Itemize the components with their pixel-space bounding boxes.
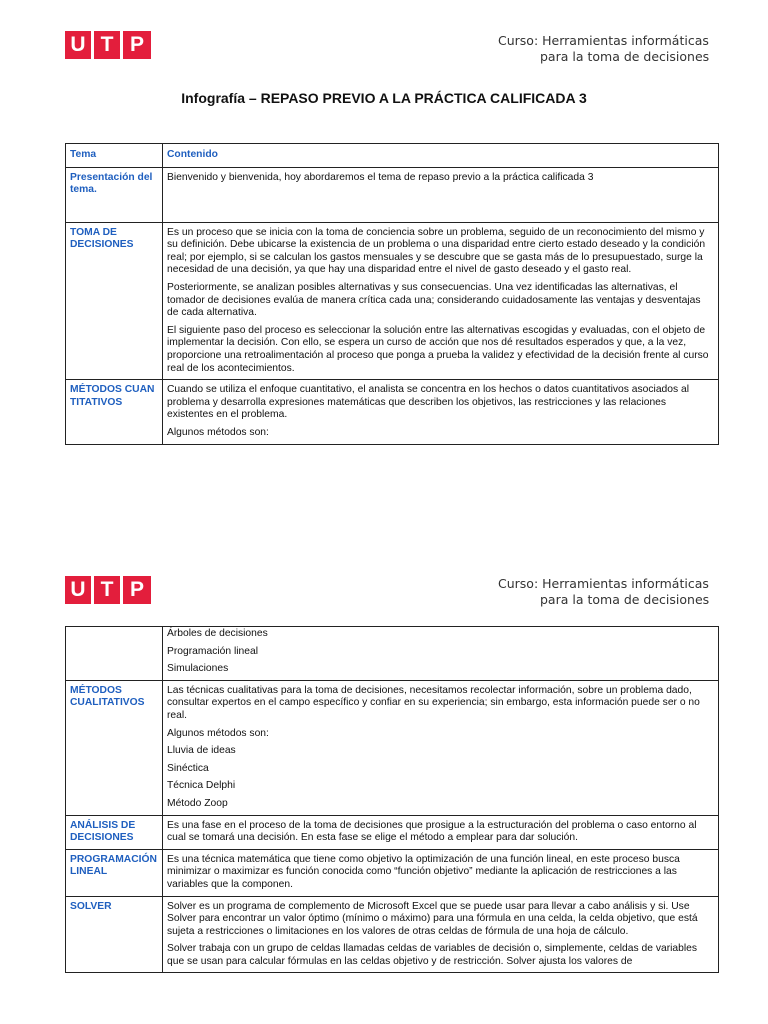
content-paragraph: Las técnicas cualitativas para la toma de decisiones, necesitamos recolectar información, sobre un problema dado, consultar expertos en el campo específico y confiar en su experiencia; sin embargo, esta información puede ser o no real. [167,684,700,721]
utp-logo [65,576,151,604]
row-topic [66,627,163,681]
logo-letter-u: U [65,31,91,59]
course-line-1: Curso: Herramientas informáticas [498,33,709,48]
content-paragraph: Algunos métodos son: [167,727,269,739]
document-page-2 [0,540,768,1024]
infographic-table [65,143,719,445]
method-item: Método Zoop [167,797,228,809]
course-line-2: para la toma de decisiones [540,592,710,607]
content-paragraph: El siguiente paso del proceso es seleccionar la solución entre las alternativas escogidas y evaluadas, con el objeto de implementar la decisión. Con ello, se espera un curso de acción que nos dé resultados esperados y que, a la vez, proporcione una retroalimentación al proceso que ponga a prueba la validez y efectividad de la decisión frente al curso real de los acontecimientos. [167,324,709,374]
row-content [163,222,719,380]
table-row [66,380,719,444]
row-content [163,849,719,896]
document-title: Infografía – REPASO PREVIO A LA PRÁCTICA CALIFICADA 3 [181,90,587,106]
row-topic: ANÁLISIS DE DECISIONES [66,815,163,849]
header-tema: Tema [66,144,163,168]
method-item: Lluvia de ideas [167,745,236,757]
method-item: Simulaciones [167,663,229,675]
course-name [498,576,738,608]
logo-letter-p: P [123,576,151,604]
row-topic: TOMA DE DECISIONES [66,222,163,380]
header-contenido: Contenido [163,144,719,168]
table-row [66,849,719,896]
course-name [498,33,738,65]
content-paragraph: Posteriormente, se analizan posibles alternativas y sus consecuencias. Una vez identificadas las alternativas, el tomador de decisiones evalúa de manera crítica cada una; considerando cuidadosamente las ventajas y desventajas de cada alternativa. [167,281,701,319]
table-header-row [66,144,719,168]
row-content [163,680,719,815]
content-paragraph: Bienvenido y bienvenida, hoy abordaremos el tema de repaso previo a la práctica calificada 3 [167,171,594,183]
logo-letter-u: U [65,576,91,604]
content-paragraph: Es una técnica matemática que tiene como objetivo la optimización de una función lineal, en este proceso busca minimizar o maximizar es función conocida como “función objetivo” mediante la aplicación de restricciones a las variables que la componen. [167,853,680,890]
table-row [66,815,719,849]
content-paragraph: Cuando se utiliza el enfoque cuantitativo, el analista se concentra en los hechos o datos cuantitativos asociados al problema y desarrolla expresiones matemáticas que describen los objetivos, las restricciones y las relaciones existentes en el problema. [167,384,690,421]
row-content [163,380,719,444]
content-paragraph: Solver es un programa de complemento de Microsoft Excel que se puede usar para llevar a cabo análisis y si. Use Solver para encontrar un valor óptimo (mínimo o máximo) para una fórmula en una celda, la celda objetivo, que está sujeta a restricciones o limitaciones en los valores de otras celdas de fórmula de una hoja de cálculo. [167,900,698,937]
course-line-2: para la toma de decisiones [540,49,710,64]
table-row [66,680,719,815]
course-line-1: Curso: Herramientas informáticas [498,576,709,591]
method-item: Programación lineal [167,645,259,657]
content-paragraph: Algunos métodos son: [167,426,269,438]
logo-letter-t: T [94,576,120,604]
row-content [163,815,719,849]
row-content [163,896,719,973]
table-row [66,222,719,380]
logo-letter-t: T [94,31,120,59]
method-item: Árboles de decisiones [167,628,268,639]
row-topic: MÉTODOS CUALITATIVOS [66,680,163,815]
row-content [163,167,719,222]
table-row [66,896,719,973]
table-row [66,167,719,222]
method-item: Sinéctica [167,762,209,774]
content-paragraph: Es una fase en el proceso de la toma de decisiones que prosigue a la estructuración del problema o caso entorno al cual se tomará una decisión. En esta fase se elige el método a emplear para dar solución. [167,819,697,844]
table-row [66,627,719,681]
method-item: Técnica Delphi [167,780,236,792]
row-topic: PROGRAMACIÓN LINEAL [66,849,163,896]
infographic-table-continued [65,626,719,973]
content-paragraph: Es un proceso que se inicia con la toma de conciencia sobre un problema, seguido de un reconocimiento del mismo y su definición. Debe ubicarse la existencia de un problema o una disparidad entre cierto estado deseado y la condición real; por ejemplo, si se calculan los gastos mensuales y se descubre que se gasta más de lo presupuestado, surge la necesidad de una decisión, ya que hay una disparidad entre el nivel de gasto deseado y el gasto real. [167,226,706,276]
row-topic: MÉTODOS CUANTITATIVOS [66,380,163,444]
utp-logo [65,31,151,59]
row-content [163,627,719,681]
row-topic: Presentación del tema. [66,167,163,222]
content-paragraph: Solver trabaja con un grupo de celdas llamadas celdas de variables de decisión o, simplemente, celdas de variables que se usan para calcular fórmulas en las celdas objetivo y de restricción. Solver ajusta los valores de [167,943,698,967]
row-topic: SOLVER [66,896,163,973]
document-page-1 [0,0,768,500]
logo-letter-p: P [123,31,151,59]
